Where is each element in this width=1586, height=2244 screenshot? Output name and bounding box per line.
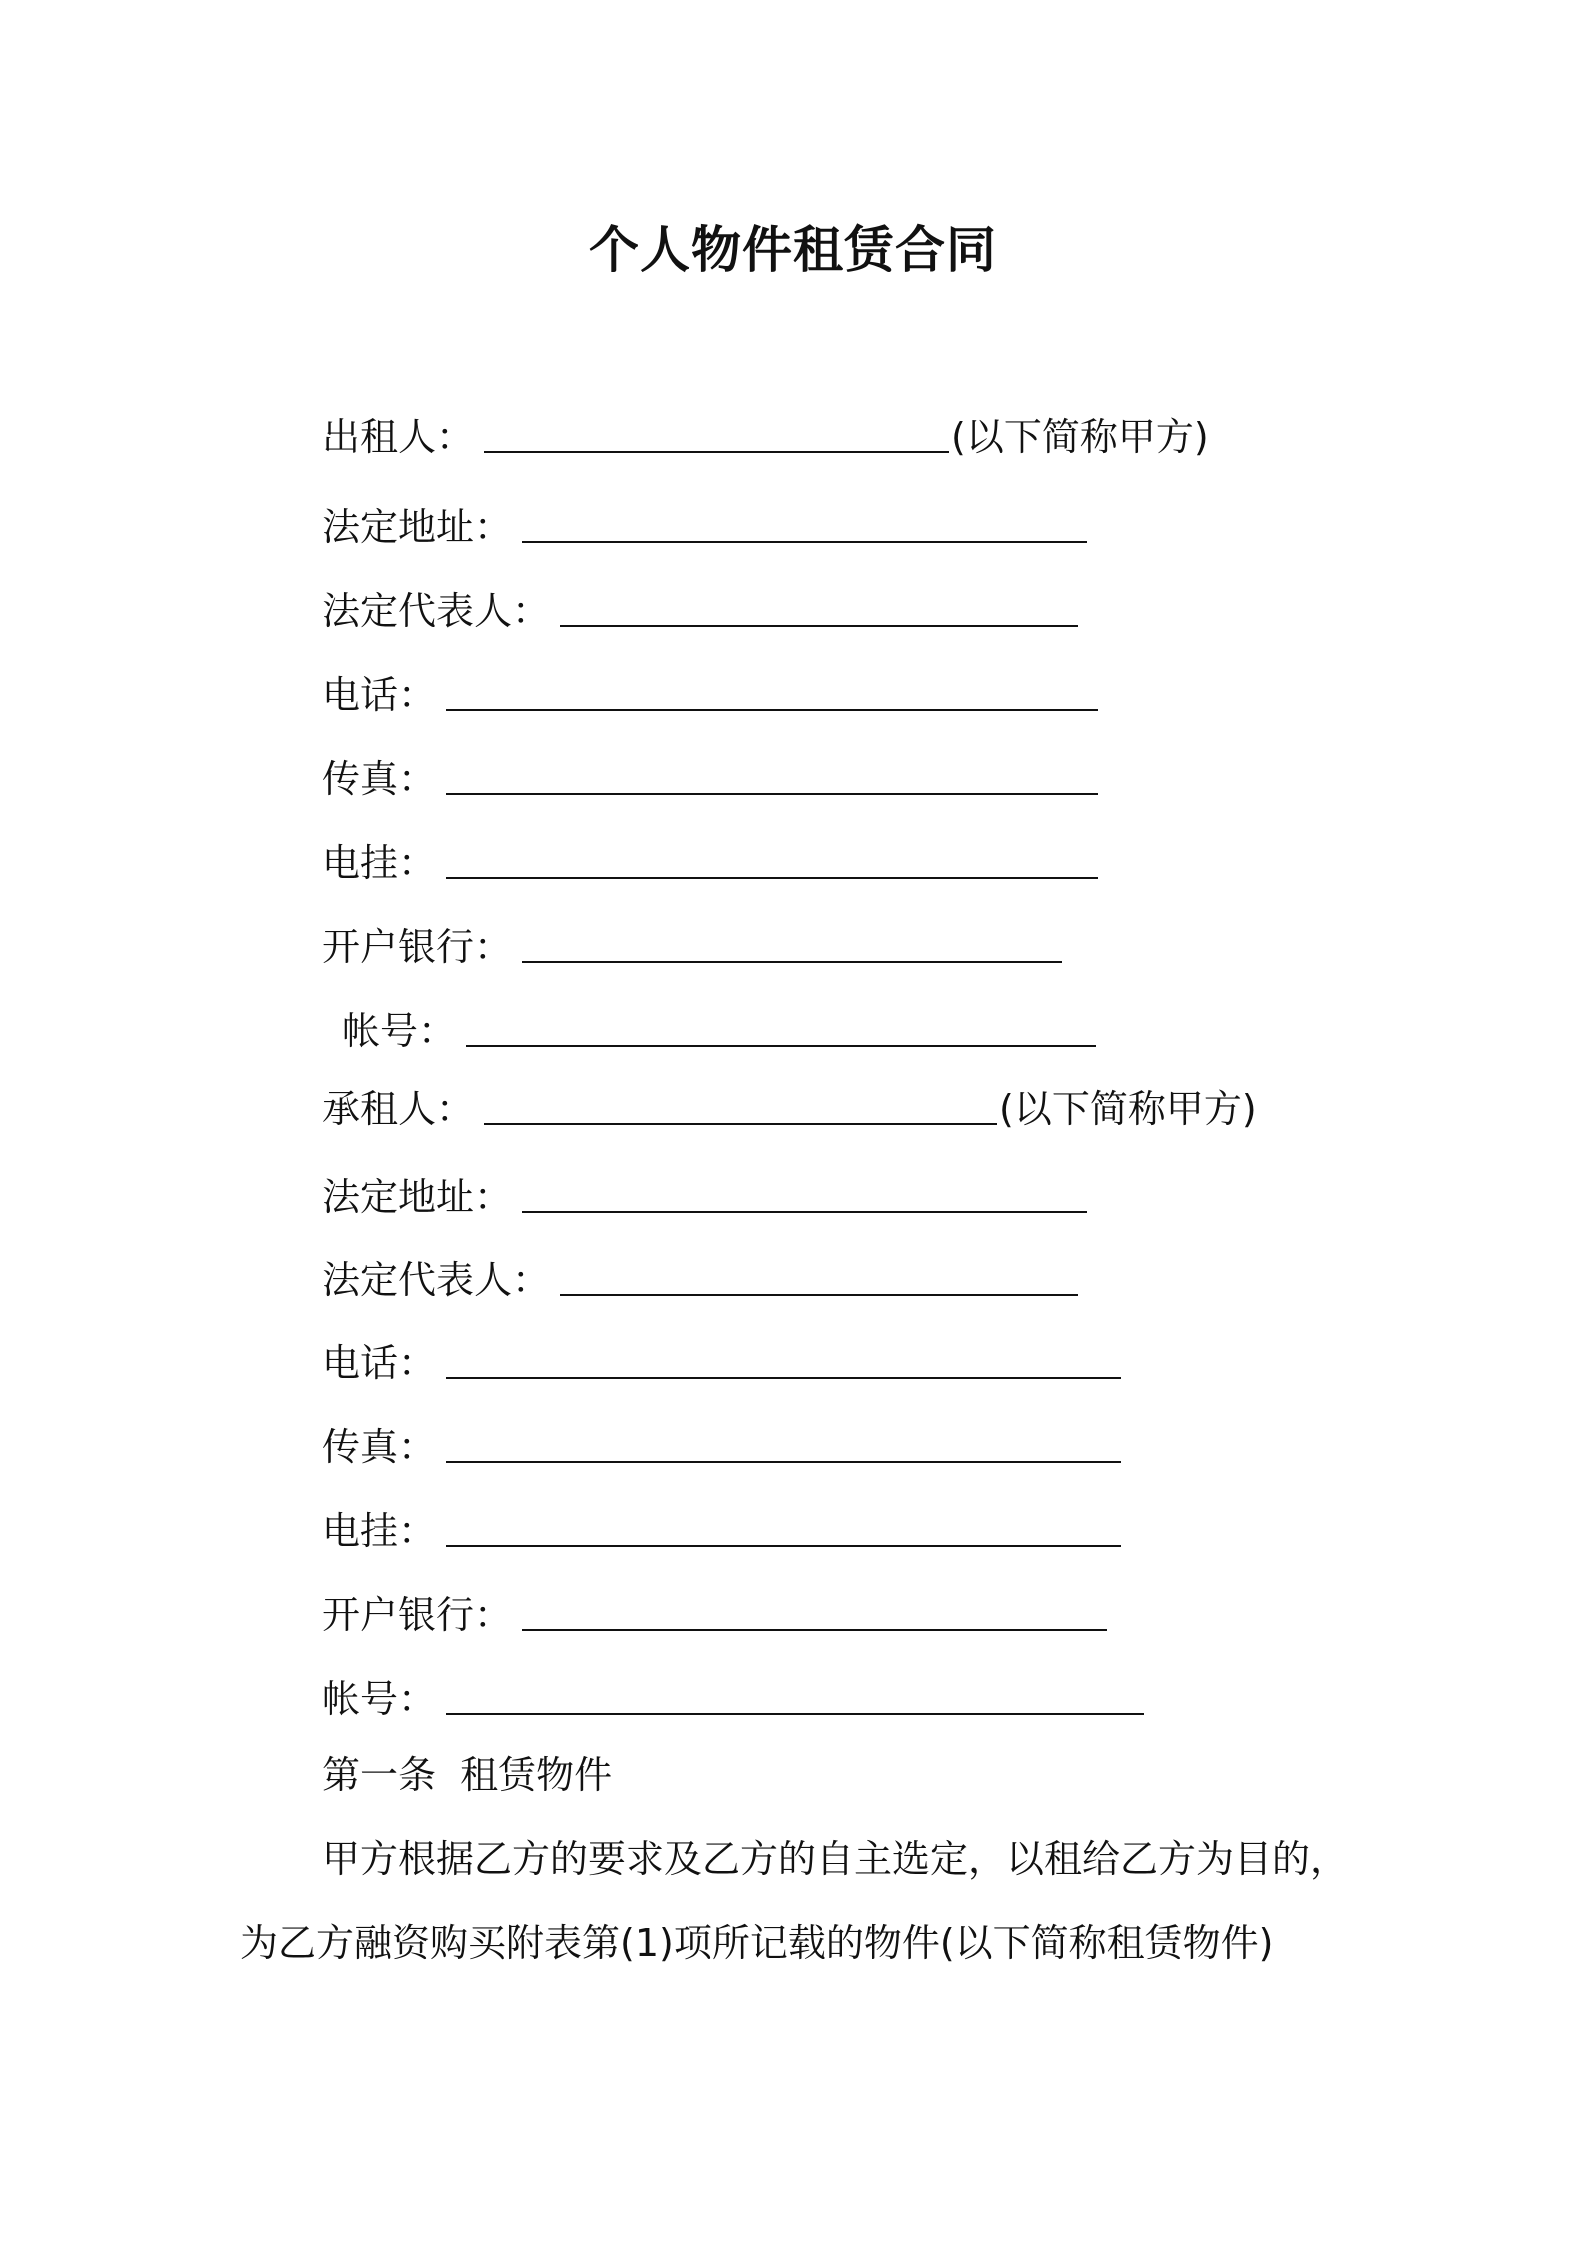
lessee-name-blank[interactable] bbox=[484, 1123, 997, 1125]
lessee-bank-line bbox=[322, 1590, 1107, 1640]
lessee-fax-line bbox=[322, 1422, 1121, 1472]
lessor-name-blank[interactable] bbox=[484, 451, 949, 453]
lessor-phone-line bbox=[322, 670, 1098, 720]
lessee-account-line bbox=[322, 1674, 1144, 1724]
lessee-name-suffix: (以下简称甲方) bbox=[999, 1087, 1257, 1131]
lessor-fax-label: 传真： bbox=[322, 757, 437, 801]
lessee-rep-line bbox=[322, 1255, 1078, 1305]
lessor-account-blank[interactable] bbox=[466, 1045, 1096, 1047]
lessor-name-label: 出租人： bbox=[322, 415, 475, 459]
article-1-line-1: 甲方根据乙方的要求及乙方的自主选定，以租给乙方为目的， bbox=[322, 1837, 1349, 1881]
lessee-address-line bbox=[322, 1172, 1087, 1222]
document-title: 个人物件租赁合同 bbox=[589, 221, 997, 279]
lessor-account-line bbox=[342, 1006, 1096, 1056]
article-1-heading: 第一条 租赁物件 bbox=[322, 1753, 613, 1797]
lessor-bank-label: 开户银行： bbox=[322, 925, 513, 969]
lessee-account-label: 帐号： bbox=[322, 1677, 437, 1721]
lessor-fax-line bbox=[322, 754, 1098, 804]
lessee-telegraph-label: 电挂： bbox=[322, 1509, 437, 1553]
lessor-telegraph-label: 电挂： bbox=[322, 841, 437, 885]
lessee-bank-label: 开户银行： bbox=[322, 1593, 513, 1637]
lessee-name-label: 承租人： bbox=[322, 1087, 475, 1131]
lessee-bank-blank[interactable] bbox=[522, 1629, 1107, 1631]
lessor-rep-blank[interactable] bbox=[560, 625, 1078, 627]
lessee-fax-label: 传真： bbox=[322, 1425, 437, 1469]
lessor-fax-blank[interactable] bbox=[446, 793, 1098, 795]
lessor-bank-blank[interactable] bbox=[522, 961, 1062, 963]
lessor-phone-label: 电话： bbox=[322, 673, 437, 717]
lessor-rep-line bbox=[322, 586, 1078, 636]
lessor-bank-line bbox=[322, 922, 1062, 972]
lessee-phone-blank[interactable] bbox=[446, 1377, 1121, 1379]
lessee-account-blank[interactable] bbox=[446, 1713, 1144, 1715]
lessor-account-label: 帐号： bbox=[342, 1009, 457, 1053]
lessor-address-line bbox=[322, 502, 1087, 552]
lessee-phone-line bbox=[322, 1338, 1121, 1388]
lessor-phone-blank[interactable] bbox=[446, 709, 1098, 711]
lessee-address-label: 法定地址： bbox=[322, 1175, 513, 1219]
lessor-rep-label: 法定代表人： bbox=[322, 589, 551, 633]
lessor-address-label: 法定地址： bbox=[322, 505, 513, 549]
lessee-telegraph-blank[interactable] bbox=[446, 1545, 1121, 1547]
lessor-name-suffix: (以下简称甲方) bbox=[951, 415, 1209, 459]
lessor-telegraph-line bbox=[322, 838, 1098, 888]
lessee-fax-blank[interactable] bbox=[446, 1461, 1121, 1463]
lessee-rep-blank[interactable] bbox=[560, 1294, 1078, 1296]
lessor-telegraph-blank[interactable] bbox=[446, 877, 1098, 879]
article-1-line-2: 为乙方融资购买附表第(1)项所记载的物件(以下简称租赁物件) bbox=[240, 1921, 1274, 1965]
lessee-name-line bbox=[322, 1084, 1257, 1134]
lessee-telegraph-line bbox=[322, 1506, 1121, 1556]
lessor-name-line bbox=[322, 412, 1209, 462]
lessee-address-blank[interactable] bbox=[522, 1211, 1087, 1213]
lessee-phone-label: 电话： bbox=[322, 1341, 437, 1385]
lessor-address-blank[interactable] bbox=[522, 541, 1087, 543]
lessee-rep-label: 法定代表人： bbox=[322, 1258, 551, 1302]
